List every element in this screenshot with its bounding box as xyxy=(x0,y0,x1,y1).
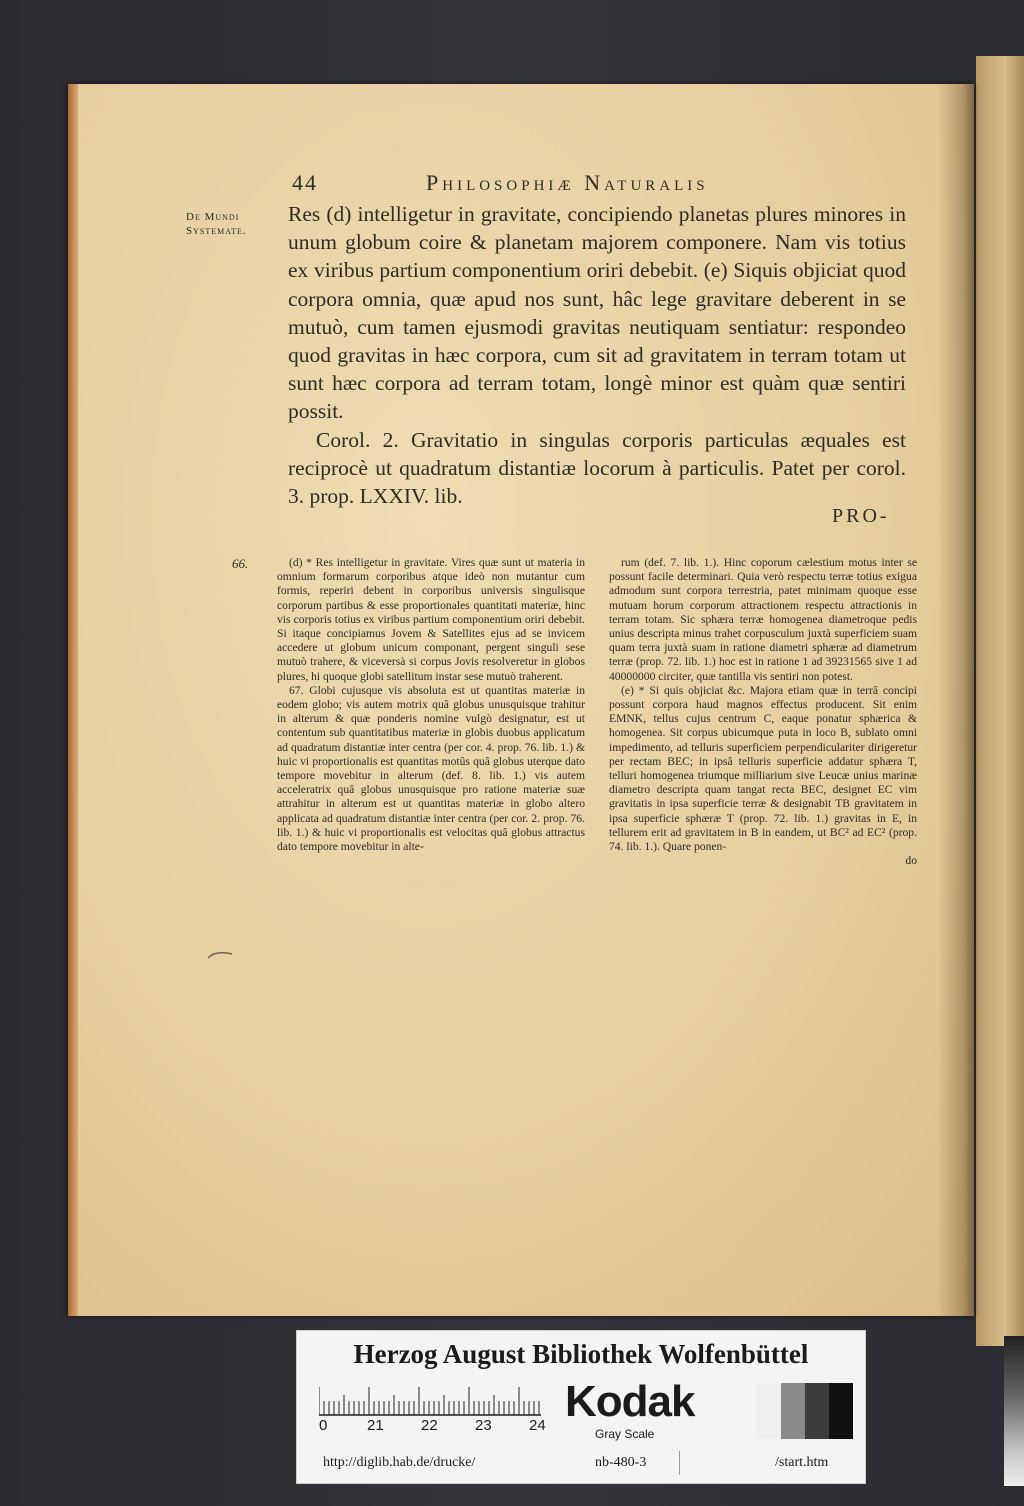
corollary-paragraph: Corol. 2. Gravitatio in singulas corporis particulas æquales est reciprocè ut quadratum distantiæ locorum à particulis. Patet per corol. 3. prop. LXXIV. lib. xyxy=(288,427,906,509)
card-footer xyxy=(297,1449,865,1479)
gray-patch xyxy=(829,1383,853,1439)
gray-patch xyxy=(757,1383,781,1439)
footnote-paragraph: (e) * Si quis objiciat &c. Majora etiam quæ in terrâ concipi possunt corpora haud magnos effectus producent. Sit enim EMNK, tellus cujus centrum C, eaque ponatur sphærica & homogenea. Sit corpus ubicumque puta in loco B, sublato omni impedimento, ad telluris superficiem perpendiculariter dirigeretur per rectam BEC; in ipsâ telluris superficie addatur sphæra T, telluri homogenea triumque milliarium sive Leucæ unius marinæ diametro descripta quam tangat recta BEC, designet EC vim gravitatis in ipsa superficie terræ & designabit TB gravitatem in ipsa superficie sphæræ T (prop. 72. lib. 1.) gravitas in E, in tellurem erit ad gravitatem in B in eandem, ut BC² ad EC² (prop. 74. lib. 1.). Quare ponen- xyxy=(609,683,917,854)
right-gray-strip xyxy=(1004,1336,1024,1486)
footnote-end-word: do xyxy=(905,854,917,868)
gray-patch xyxy=(805,1383,829,1439)
ruler-label: 21 xyxy=(367,1417,384,1434)
page-left-edge xyxy=(68,84,78,1316)
main-text xyxy=(288,200,906,510)
footnote-paragraph: rum (def. 7. lib. 1.). Hinc coporum cælestium motus inter se possunt facile determinari. Quia verò respectu terræ totius exigua admodum sunt corpora terrestria, patet minimam quoque esse mutuam horum corporum attractionem respectu attractionis in terram totam. Sic sphæra terræ homogenea diametroque pedis unius descripta minus trahet corpusculum juxtà superficiem suam quam terra juxtà suam in ratione diametri sphæræ ad diametrum terræ (prop. 72. lib. 1.) hoc est in ratione 1 ad 39231565 sive 1 ad 40000000 circiter, quæ tantilla vis sentiri non potest. xyxy=(609,556,917,683)
color-target-card xyxy=(296,1330,866,1484)
url-right: /start.htm xyxy=(775,1455,829,1470)
footnote-paragraph: 67. Globi cujusque vis absoluta est ut quantitas materiæ in eodem globo; vis autem motrix quâ globus unusquisque trahitur in alterum & quæ ponderis nomine vulgò designatur, est ut contentum sub quantitatibus materiæ in globis duobus applicatum ad quadratum distantiæ inter centra (per cor. 4. prop. 76. lib. 1.) & huic vi proportionalis est quantitas motûs quâ globus uterque dato tempore movebitur in alterum (def. 8. lib. 1.) vis autem acceleratrix quâ globus unusquisque pro ratione materiæ suæ attrahitur in alterum est ut quantitas materiæ in globo altero applicata ad quadratum distantiæ inter centra (per cor. 2. prop. 76. lib. 1.) & huic vi proportionalis est velocitas quâ globus attractus dato tempore movebitur in alte- xyxy=(277,683,585,854)
side-number: 66. xyxy=(232,556,249,571)
ruler-label: 24 xyxy=(529,1417,546,1434)
running-head: Philosophiæ Naturalis xyxy=(426,170,709,195)
shelfmark: nb-480-3 xyxy=(595,1455,647,1470)
ruler-label: 22 xyxy=(421,1417,438,1434)
footnote-paragraph: (d) * Res intelligetur in gravitate. Vires quæ sunt ut materia in omnium formarum corporibus atque ideò non mutantur cum formis, reperiri debent in corporibus universis singulisque corporum partibus & esse proportionales quantitati materiæ, hinc vis corporis totius ex viribus partium componentium oriri debebit. Si itaque concipiamus Jovem & Satellites ejus ad se invicem accedere ut globum unicum componant, pergent singuli sese mutuò trahere, & viceversà si corpus Jovis resolveretur in globos plures, hi quoque globi satellitum instar sese mutuò traherent. xyxy=(277,556,585,683)
pencil-mark-icon xyxy=(206,948,234,962)
ruler-label: 23 xyxy=(475,1417,492,1434)
url-left: http://diglib.hab.de/drucke/ xyxy=(323,1455,476,1470)
page-number: 44 xyxy=(292,170,318,195)
page-header xyxy=(292,170,852,200)
library-name: Herzog August Bibliothek Wolfenbüttel xyxy=(353,1339,809,1369)
adjacent-page-edge xyxy=(976,56,1024,1346)
kodak-logo: Kodak xyxy=(565,1377,695,1426)
gray-patch xyxy=(781,1383,805,1439)
ruler-labels xyxy=(319,1417,549,1435)
gray-scale-label: Gray Scale xyxy=(595,1427,655,1441)
ruler-label: 0 xyxy=(319,1417,328,1434)
footnote-column-left xyxy=(277,556,585,854)
footnote-column-right xyxy=(609,556,917,868)
main-paragraph: Res (d) intelligetur in gravitate, concipiendo planetas plures minores in unum globum coire & planetam majorem componere. Nam vis totius ex viribus partium componentium oriri debebit. (e) Siquis objiciat quod corpora omnia, quæ apud nos sunt, hâc lege gravitare deberent in se mutuò, cum tamen ejusmodi gravitas neutiquam sentiatur: respondeo quod gravitas in hæc corpora, cum sit ad gravitatem in terram totam ut sunt hæc corpora ad terram totam, longè minor est quàm quæ sentiri possit. xyxy=(288,202,906,424)
catchword: PRO- xyxy=(832,505,890,527)
page-gutter-shadow xyxy=(938,84,974,1316)
footer-divider xyxy=(679,1451,680,1475)
gray-scale-patches xyxy=(757,1383,853,1439)
margin-note: De Mundi Systemate. xyxy=(186,211,247,237)
footnotes xyxy=(277,556,917,1126)
